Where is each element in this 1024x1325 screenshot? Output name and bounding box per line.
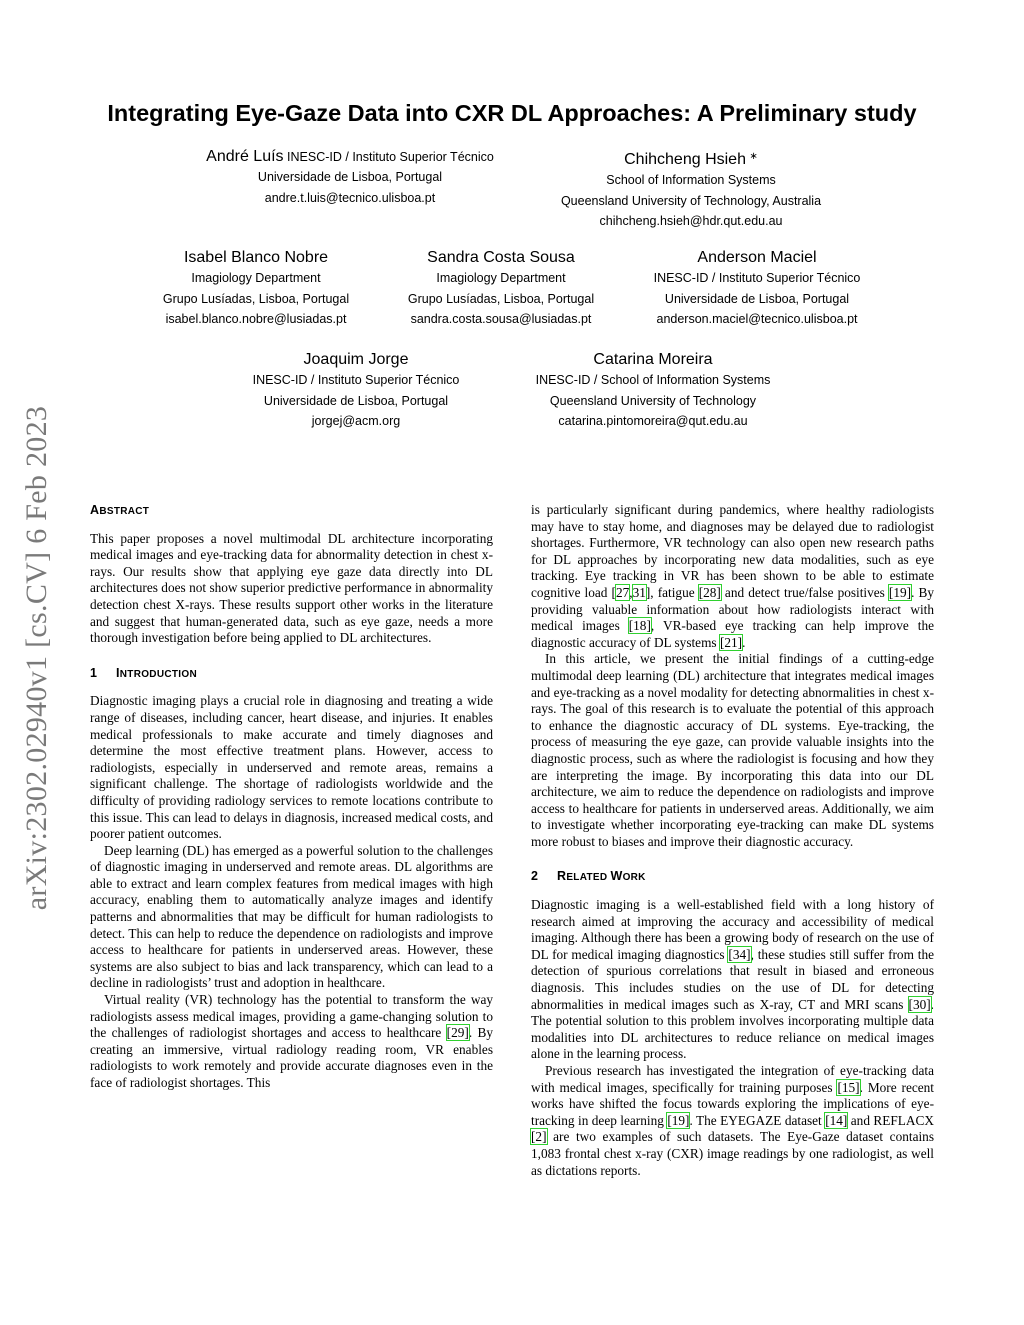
introduction-heading: 1 INTRODUCTION — [90, 665, 197, 680]
author-affiliation: Imagiology Department — [436, 271, 566, 286]
author-affiliation: Queensland University of Technology — [549, 393, 757, 408]
author-name: Sandra Costa Sousa — [427, 249, 575, 266]
citation-link[interactable]: [18] — [628, 618, 651, 634]
related-paragraph: Previous research has investigated the integration of eye-tracking data with medical images, specifically for training purposes [15]. More recent works have shifted the focus towards exploring the implications of eye-tracking in deep learning [19]. The EYEGAZE dataset [14] and REFLACX [2] are two examples of such datasets. The Eye-Gaze dataset contains 1,083 frontal chest x-ray (CXR) image readings by one radiologist, as well as dictations reports. — [531, 1063, 934, 1178]
author-block-sousa — [381, 248, 621, 329]
related-paragraph: Diagnostic imaging is a well-established field with a long history of research aimed at improving the accuracy and accessibility of medical imaging. Although there has been a growing body of research on the use of DL for medical imaging diagnostics [34], these studies still suffer from the detection of spurious correlations that result in biased and erroneous diagnosis. This includes studies on the use of DL for detecting abnormalities in medical images such as X-ray, CT and MRI scans [30]. The potential solution to this problem involves incorporating multiple data modalities into DL architectures to reduce reliance on medical images alone in the learning process. — [531, 897, 934, 1062]
intro-paragraph: Diagnostic imaging plays a crucial role in diagnosing and treating a wide range of diseases, including cancer, heart disease, and injuries. It enables medical professionals to make accurate and timely diagnoses and determine the most effective treatment plans. However, access to radiologists, especially in underserved and remote areas, remains a significant challenge. The shortage of radiologists worldwide and the difficulty of providing radiology services to remote locations contribute to this issue. This can lead to delays in diagnosis, increased medical costs, and poorer patient outcomes. — [90, 693, 493, 842]
author-email: andre.t.luis@tecnico.ulisboa.pt — [264, 190, 436, 205]
author-block-moreira — [513, 350, 793, 431]
author-name: Anderson Maciel — [697, 249, 817, 266]
author-email: isabel.blanco.nobre@lusiadas.pt — [165, 311, 347, 326]
author-name: Chihcheng Hsieh — [624, 151, 746, 169]
author-affiliation: INESC-ID / Instituto Superior Técnico — [653, 271, 861, 286]
author-name: Joaquim Jorge — [303, 351, 409, 368]
intro-paragraph: Virtual reality (VR) technology has the potential to transform the way radiologists assess medical images, providing a game-changing solution to the challenges of radiologist shortages and access to healthcare [29]. By creating an immersive, virtual radiology reading room, VR enables radiologists to work remotely and provide accurate diagnoses even in the face of radiologist shortages. This — [90, 992, 493, 1090]
author-email: jorgej@acm.org — [311, 413, 401, 428]
author-block-luis — [150, 147, 550, 208]
citation-link[interactable]: [29] — [446, 1025, 469, 1041]
citation-link[interactable]: [19] — [667, 1112, 690, 1128]
intro-paragraph: In this article, we present the initial findings of a cutting-edge multimodal deep learning (DL) architecture that integrates medical images and eye-tracking as a novel modality for detecting abnormalities in chest x-rays. The goal of this research is to evaluate the potential of this approach to enhance the diagnostic accuracy of DL systems. Eye-tracking, the process of measuring the eye gaze, can provide valuable insights into the diagnostic process, such as where the radiologist is focusing and how they are interpreting the image. By incorporating this data into our DL architecture, we aim to reduce the dependence on radiologists and improve access to healthcare for patients in underserved areas. Additionally, we aim to investigate whether incorporating eye-tracking can make DL systems more robust to biases and improve their diagnostic accuracy. — [531, 651, 934, 849]
author-name: Isabel Blanco Nobre — [183, 249, 329, 266]
author-email: chihcheng.hsieh@hdr.qut.edu.au — [599, 214, 783, 229]
author-affiliation: Grupo Lusíadas, Lisboa, Portugal — [162, 291, 350, 306]
citation-link[interactable]: [2] — [531, 1129, 547, 1145]
author-name: André Luís — [206, 148, 284, 165]
citation-link[interactable]: 27 — [615, 584, 630, 600]
citation-link[interactable]: [14] — [825, 1112, 848, 1128]
author-affiliation: Universidade de Lisboa, Portugal — [263, 393, 449, 408]
citation-link[interactable]: [34] — [728, 946, 751, 962]
citation-link[interactable]: [19] — [888, 584, 912, 600]
citation-link[interactable]: 31 — [632, 584, 646, 600]
arxiv-identifier-stamp: arXiv:2302.02940v1 [cs.CV] 6 Feb 2023 — [20, 405, 54, 911]
author-block-maciel — [626, 248, 888, 329]
author-block-jorge — [226, 350, 486, 431]
author-affiliation: Universidade de Lisboa, Portugal — [257, 170, 443, 185]
author-email: sandra.costa.sousa@lusiadas.pt — [410, 311, 592, 326]
author-affiliation: Grupo Lusíadas, Lisboa, Portugal — [407, 291, 595, 306]
citation-link[interactable]: [30] — [908, 996, 931, 1012]
related-work-heading: 2 RELATED WORK — [531, 869, 646, 884]
author-affiliation: INESC-ID / Instituto Superior Técnico — [287, 150, 494, 164]
abstract-text: This paper proposes a novel multimodal DL architecture incorporating medical images and eye-tracking data for abnormality detection in chest x-rays. Our results show that applying eye gaze data directly into DL architectures does not show superior predictive performance in abnormality detection chest X-rays. These results support other works in the literature and suggest that human-generated data, such as eye gaze, needs a more thorough investigation before being applied to DL architectures. — [90, 530, 493, 646]
citation-link[interactable]: [28] — [698, 584, 721, 600]
intro-paragraph-continued: is particularly significant during pandemics, where healthy radiologists may have to stay home, and diagnoses may be delayed due to radiologist shortages. Furthermore, VR technology can also open new research paths for DL approaches by incorporating new data modalities, such as eye tracking. Eye tracking in VR has been shown to be able to estimate cognitive load [27,31], fatigue [28] and detect true/false positives [19]. By providing valuable information about how radiologists interact with medical images [18], VR-based eye tracking can help improve the diagnostic accuracy of DL systems [21]. — [531, 502, 934, 650]
author-affiliation: INESC-ID / Instituto Superior Técnico — [252, 373, 460, 388]
author-affiliation: Imagiology Department — [191, 271, 321, 286]
author-affiliation: School of Information Systems — [606, 173, 776, 188]
intro-paragraph: Deep learning (DL) has emerged as a powerful solution to the challenges of diagnostic imaging in underserved and remote areas. DL algorithms are able to extract and learn complex features from medical images with high accuracy, enabling them to automatically analyze images and identify patterns and abnormalities that may be difficult for human radiologists to detect. This can help to reduce the dependence on radiologists and improve access to healthcare for patients in underserved areas. However, these systems are also subject to bias and lack transparency, which can lead to a decline in radiologists’ trust and adoption in healthcare. — [90, 842, 493, 991]
citation-link[interactable]: [15] — [837, 1079, 860, 1095]
author-block-nobre — [136, 248, 376, 329]
author-name: Catarina Moreira — [593, 351, 713, 368]
author-affiliation: INESC-ID / School of Information Systems — [535, 373, 771, 388]
right-column — [531, 502, 934, 1179]
author-affiliation: Queensland University of Technology, Australia — [560, 193, 822, 208]
abstract-heading: ABSTRACT — [90, 503, 150, 517]
left-column — [90, 502, 493, 1092]
citation-link[interactable]: [21] — [719, 634, 743, 650]
author-email: catarina.pintomoreira@qut.edu.au — [558, 413, 748, 428]
author-email: anderson.maciel@tecnico.ulisboa.pt — [656, 311, 858, 326]
paper-title: Integrating Eye-Gaze Data into CXR DL Approaches: A Preliminary study — [107, 100, 917, 126]
author-footnote-mark: ∗ — [749, 151, 758, 162]
author-block-hsieh — [491, 147, 891, 231]
author-affiliation: Universidade de Lisboa, Portugal — [664, 291, 850, 306]
